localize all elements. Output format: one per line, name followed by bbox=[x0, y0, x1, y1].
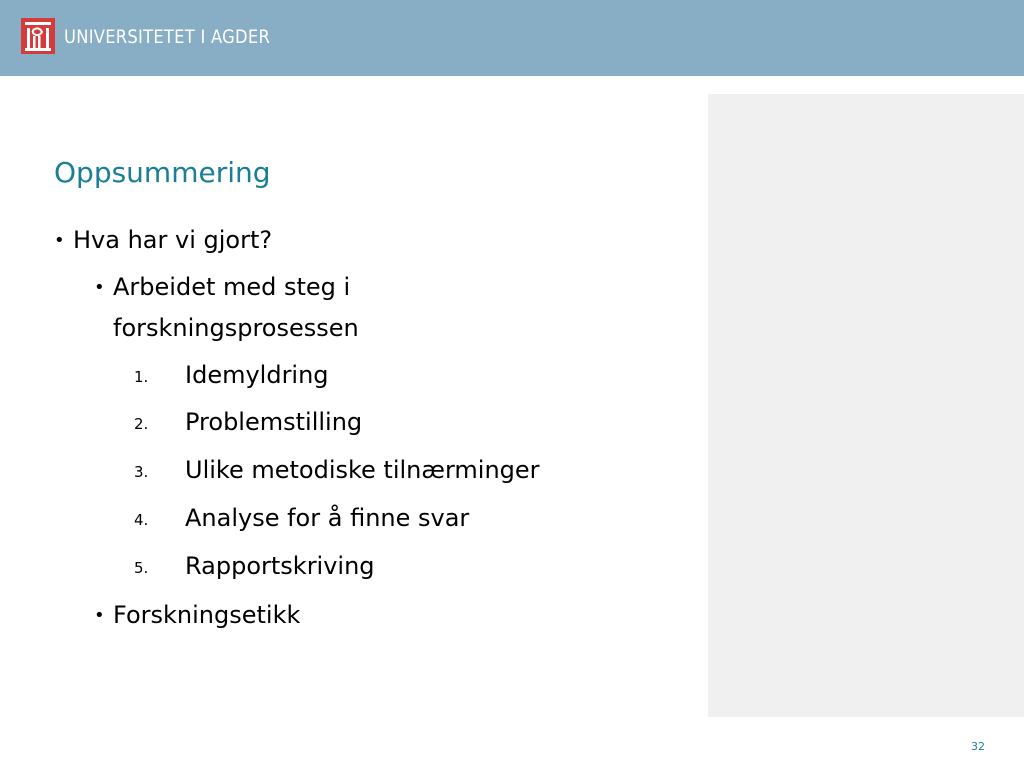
slide-title: Oppsummering bbox=[54, 156, 271, 189]
sub-bullet-text: Forskningsetikk bbox=[113, 601, 301, 629]
list-item: Idemyldring bbox=[185, 361, 329, 389]
list-number: 1. bbox=[134, 368, 149, 386]
list-number: 4. bbox=[134, 511, 149, 529]
list-number: 5. bbox=[134, 559, 149, 577]
list-item: Ulike metodiske tilnærminger bbox=[185, 456, 540, 484]
list-number: 2. bbox=[134, 415, 149, 433]
sub-bullet-dot: • bbox=[94, 277, 105, 298]
sub-bullet-text-continued: forskningsprosessen bbox=[113, 314, 359, 342]
bullet-text: Hva har vi gjort? bbox=[73, 226, 273, 254]
university-seal-icon bbox=[21, 18, 55, 54]
sub-bullet-text: Arbeidet med steg i bbox=[113, 273, 351, 301]
logo-text: UNIVERSITETET I AGDER bbox=[64, 26, 271, 48]
list-item: Analyse for å finne svar bbox=[185, 504, 470, 532]
list-item: Rapportskriving bbox=[185, 552, 375, 580]
list-item: Problemstilling bbox=[185, 408, 363, 436]
side-panel bbox=[708, 94, 1024, 717]
page-number: 32 bbox=[971, 740, 985, 753]
bullet-dot: • bbox=[54, 230, 65, 251]
list-number: 3. bbox=[134, 463, 149, 481]
sub-bullet-dot: • bbox=[94, 605, 105, 626]
header-band bbox=[0, 0, 1024, 76]
